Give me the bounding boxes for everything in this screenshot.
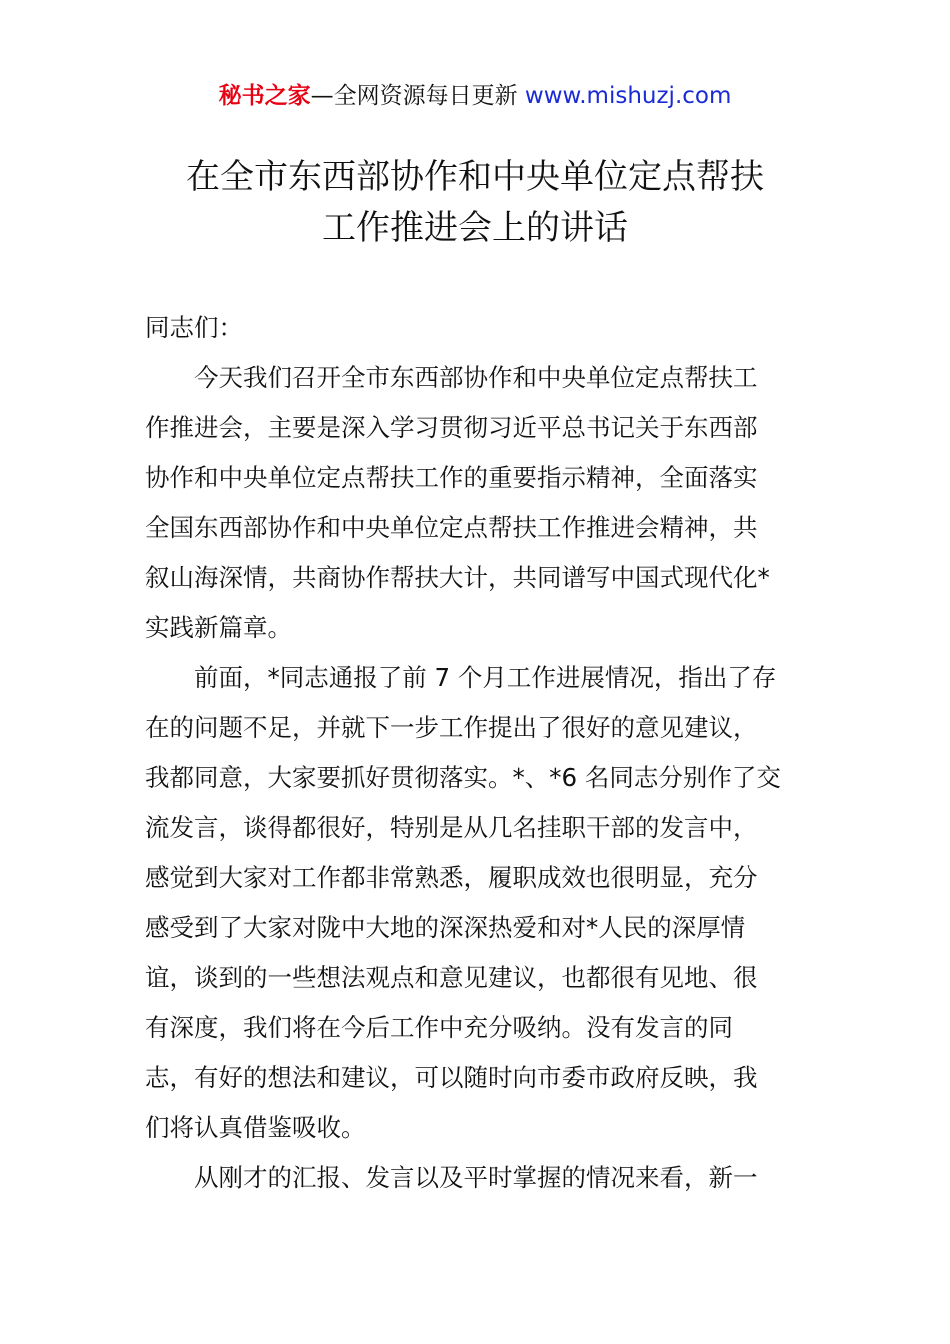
paragraph-1-line: 实践新篇章。 (145, 613, 292, 642)
paragraph-2-line: 感受到了大家对陇中大地的深深热爱和对*人民的深厚情 (145, 913, 746, 942)
paragraph-1-line: 作推进会，主要是深入学习贯彻习近平总书记关于东西部 (145, 413, 758, 442)
paragraph-2-line: 前面，*同志通报了前 7 个月工作进展情况，指出了存 (194, 663, 777, 692)
site-header (0, 80, 950, 112)
paragraph-3-line: 从刚才的汇报、发言以及平时掌握的情况来看，新一 (194, 1163, 758, 1192)
title-line-2: 工作推进会上的讲话 (322, 208, 628, 248)
paragraph-1-line: 协作和中央单位定点帮扶工作的重要指示精神，全面落实 (145, 463, 758, 492)
paragraph-2-line: 在的问题不足，并就下一步工作提出了很好的意见建议， (145, 713, 758, 742)
paragraph-2-line: 流发言，谈得都很好，特别是从几名挂职干部的发言中， (145, 813, 758, 842)
paragraph-1-line: 今天我们召开全市东西部协作和中央单位定点帮扶工 (194, 363, 758, 392)
paragraph-1-line: 叙山海深情，共商协作帮扶大计，共同谱写中国式现代化* (145, 563, 770, 592)
site-brand: 秘书之家 (218, 83, 311, 109)
paragraph-2-line: 志，有好的想法和建议，可以随时向市委市政府反映，我 (145, 1063, 758, 1092)
salutation: 同志们： (145, 313, 243, 342)
document-body (145, 303, 809, 1203)
site-tagline: —全网资源每日更新 (310, 83, 525, 109)
document-title (0, 152, 950, 254)
paragraph-2-line: 有深度，我们将在今后工作中充分吸纳。没有发言的同 (145, 1013, 733, 1042)
site-url-link[interactable]: www.mishuzj.com (524, 83, 732, 109)
paragraph-2-line: 们将认真借鉴吸收。 (145, 1113, 366, 1142)
paragraph-2-line: 谊，谈到的一些想法观点和意见建议，也都很有见地、很 (145, 963, 758, 992)
title-line-1: 在全市东西部协作和中央单位定点帮扶 (186, 157, 764, 197)
paragraph-1-line: 全国东西部协作和中央单位定点帮扶工作推进会精神，共 (145, 513, 758, 542)
paragraph-2-line: 感觉到大家对工作都非常熟悉，履职成效也很明显，充分 (145, 863, 758, 892)
paragraph-2-line: 我都同意，大家要抓好贯彻落实。*、*6 名同志分别作了交 (145, 763, 781, 792)
